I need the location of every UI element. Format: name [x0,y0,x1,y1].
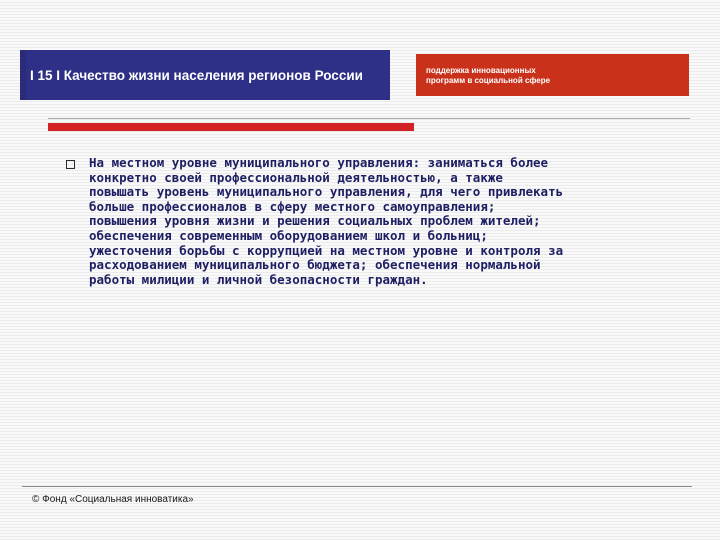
footer-copyright: © Фонд «Социальная инноватика» [32,494,194,505]
body-line: ужесточения борьбы с коррупцией на местном уровне и контроля за [89,242,564,258]
slide-title-bar [20,50,390,100]
accent-bar [48,123,414,131]
footer-divider [22,486,692,487]
body-line: работы милиции и личной безопасности граждан. [89,271,428,287]
body-line: конкретно своей профессиональной деятельностью, а также [89,169,503,185]
body-paragraph [89,156,689,287]
badge-line-2: программ в социальной сфере [426,76,551,85]
body-line: расходованием муниципального бюджета; обеспечения нормальной [89,257,541,273]
slide-title: I 15 I Качество жизни населения регионов России [30,67,363,83]
body-line: повышения уровня жизни и решения социальных проблем жителей; [89,213,541,229]
body-line: обеспечения современным оборудованием школ и больниц; [89,227,488,243]
body-line: больше профессионалов в сферу местного самоуправления; [89,198,496,214]
badge-line-1: поддержка инновационных [426,66,536,75]
program-badge [416,54,689,96]
body-line: повышать уровень муниципального управления, для чего привлекать [89,184,564,200]
square-bullet-icon [66,160,75,169]
header-divider [48,118,690,119]
body-line: На местном уровне муниципального управления: заниматься более [89,155,549,170]
